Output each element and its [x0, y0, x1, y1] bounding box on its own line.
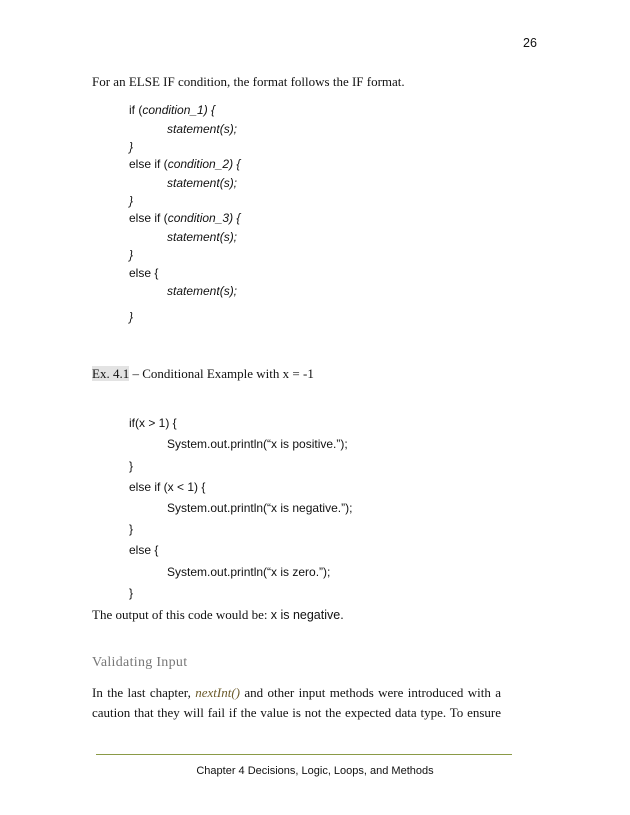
section-heading: Validating Input: [92, 655, 188, 670]
code-line: System.out.println(“x is zero.”);: [167, 565, 331, 579]
syntax-close-brace: }: [129, 248, 134, 262]
intro-text: For an ELSE IF condition, the format follows the IF format.: [92, 74, 405, 89]
code-line: }: [129, 459, 134, 473]
syntax-close-brace: }: [129, 140, 134, 154]
output-sentence: The output of this code would be: x is negative.: [92, 607, 344, 622]
code-line: System.out.println(“x is negative.”);: [167, 501, 353, 515]
code-line: System.out.println(“x is positive.”);: [167, 437, 348, 451]
syntax-close-brace: }: [129, 310, 134, 324]
syntax-elseif-line: else if (condition_3) {: [129, 211, 241, 225]
page-number: 26: [523, 36, 537, 50]
paragraph-line-2: caution that they will fail if the value is not the expected data type. To ensure: [92, 705, 501, 720]
syntax-statement: statement(s);: [167, 122, 238, 136]
code-line: if(x > 1) {: [129, 416, 177, 430]
footer-chapter-title: Chapter 4 Decisions, Logic, Loops, and Methods: [196, 765, 434, 777]
syntax-elseif-line: else if (condition_2) {: [129, 157, 241, 171]
syntax-statement: statement(s);: [167, 230, 238, 244]
syntax-statement: statement(s);: [167, 176, 238, 190]
paragraph-line-1: In the last chapter, nextInt() and other input methods were introduced with a: [92, 685, 501, 700]
syntax-close-brace: }: [129, 194, 134, 208]
syntax-if-line: if (condition_1) {: [129, 103, 216, 117]
example-caption: Ex. 4.1 – Conditional Example with x = -1: [92, 366, 314, 381]
example-label: Ex. 4.1: [92, 366, 130, 381]
code-line: else if (x < 1) {: [129, 480, 206, 494]
footer-divider: [96, 754, 512, 755]
code-line: }: [129, 586, 134, 600]
code-line: else {: [129, 543, 159, 557]
method-name: nextInt(): [195, 685, 241, 700]
code-line: }: [129, 522, 134, 536]
syntax-statement: statement(s);: [167, 284, 238, 298]
output-value: x is negative.: [270, 608, 344, 622]
syntax-else-line: else {: [129, 266, 159, 280]
